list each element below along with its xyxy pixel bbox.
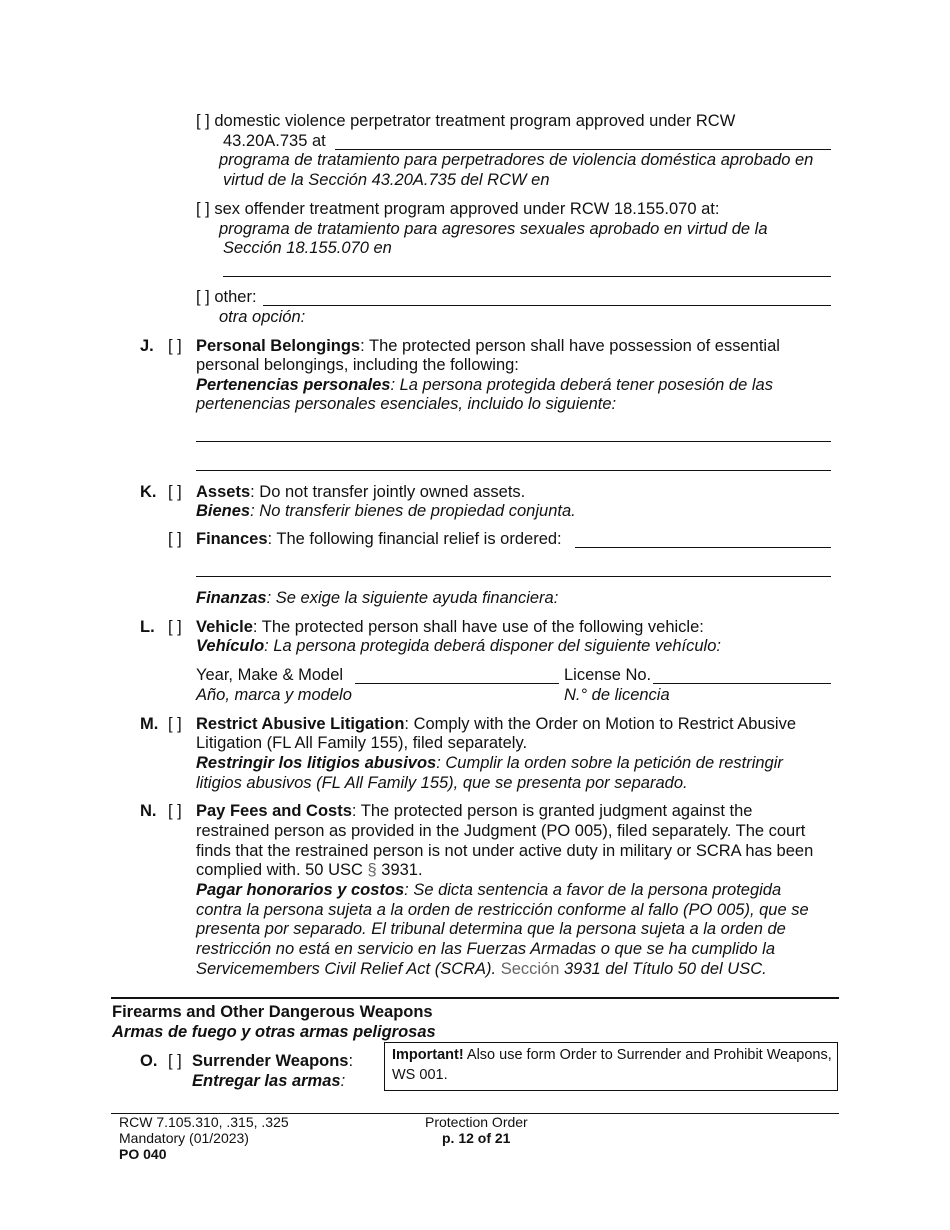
other-option-checkbox[interactable]: [ ] [196,288,210,306]
footer-rcw: RCW 7.105.310, .315, .325 [119,1114,289,1130]
vehicle-year-field[interactable] [355,683,559,684]
dv-program-line2: 43.20A.735 at [223,132,326,150]
section-k-checkbox[interactable]: [ ] [168,483,182,501]
section-l-line1: Vehicle: The protected person shall have use of the following vehicle: [196,618,704,636]
section-m-line2: Litigation (FL All Family 155), filed separately. [196,734,528,752]
section-o-title: Surrender Weapons [192,1052,349,1070]
section-o-letter: O. [140,1052,158,1070]
section-symbol: § [367,861,377,879]
finances-field-2[interactable] [196,576,831,577]
section-n-checkbox[interactable]: [ ] [168,802,182,820]
section-m-title: Restrict Abusive Litigation [196,715,405,733]
finances-checkbox[interactable]: [ ] [168,530,182,548]
dv-program-location-field[interactable] [335,149,831,150]
vehicle-license-label: License No. [564,666,652,684]
sex-offender-program-es-line2: Sección 18.155.070 en [223,239,392,257]
sex-offender-program-line1: [ ] sex offender treatment program approved under RCW 18.155.070 at: [196,200,720,218]
section-o-es-line: Entregar las armas: [192,1072,346,1090]
section-j-es-line1: Pertenencias personales: La persona protegida deberá tener posesión de las [196,376,773,394]
section-n-es-title: Pagar honorarios y costos [196,881,405,899]
section-n-line4: complied with. 50 USC § 3931. [196,861,423,879]
section-k-title: Assets [196,483,251,501]
section-l-letter: L. [140,618,155,636]
section-n-es-line4: restricción no está en servicio en las Fuerzas Armadas o que se ha cumplido la [196,940,776,958]
sex-offender-program-es-line1: programa de tratamiento para agresores sexuales aprobado en virtud de la [219,220,768,238]
section-m-es-line1: Restringir los litigios abusivos: Cumplir la orden sobre la petición de restringir [196,754,783,772]
sex-offender-program-location-field[interactable] [223,276,831,277]
section-j-es-line2: pertenencias personales esenciales, incluido lo siguiente: [196,395,617,413]
firearms-divider [111,997,839,999]
section-j-title: Personal Belongings [196,337,361,355]
other-option-field[interactable] [263,305,831,306]
firearms-heading: Firearms and Other Dangerous Weapons [112,1003,433,1021]
other-option-line: [ ] other: [196,288,257,306]
dv-program-es-line2: virtud de la Sección 43.20A.735 del RCW en [223,171,550,189]
dv-program-es-line1: programa de tratamiento para perpetradores de violencia doméstica aprobado en [219,151,814,169]
section-j-belongings-field-1[interactable] [196,441,831,442]
seccion-word: Sección [500,960,560,978]
section-n-es-line5: Servicemembers Civil Relief Act (SCRA). Sección 3931 del Título 50 del USC. [196,960,767,978]
important-label: Important! [392,1047,464,1063]
footer-page-number: p. 12 of 21 [442,1130,511,1146]
section-j-belongings-field-2[interactable] [196,470,831,471]
section-o-es-title: Entregar las armas [192,1072,341,1090]
section-k-line1: Assets: Do not transfer jointly owned assets. [196,483,526,501]
finances-line1: Finances: The following financial relief is ordered: [196,530,562,548]
important-note-line2: WS 001. [392,1067,448,1083]
vehicle-license-field[interactable] [653,683,831,684]
section-j-es-title: Pertenencias personales [196,376,391,394]
section-m-line1: Restrict Abusive Litigation: Comply with the Order on Motion to Restrict Abusive [196,715,796,733]
section-o-line1: Surrender Weapons: [192,1052,354,1070]
important-note-line1: Important! Also use form Order to Surrender and Prohibit Weapons, [392,1047,832,1063]
section-m-es-line2: litigios abusivos (FL All Family 155), que se presenta por separado. [196,774,688,792]
vehicle-year-label: Year, Make & Model [196,666,344,684]
section-j-checkbox[interactable]: [ ] [168,337,182,355]
section-l-es-line1: Vehículo: La persona protegida deberá disponer del siguiente vehículo: [196,637,721,655]
section-n-es-line2: contra la persona sujeta a la orden de restricción conforme al fallo (PO 005), que se [196,901,809,919]
section-n-es-line1: Pagar honorarios y costos: Se dicta sentencia a favor de la persona protegida [196,881,782,899]
section-n-title: Pay Fees and Costs [196,802,352,820]
section-k-letter: K. [140,483,157,501]
other-option-es: otra opción: [219,308,306,326]
footer-form-number: PO 040 [119,1146,167,1162]
finances-es-line: Finanzas: Se exige la siguiente ayuda financiera: [196,589,559,607]
section-l-es-title: Vehículo [196,637,265,655]
section-m-letter: M. [140,715,159,733]
finances-field-1[interactable] [575,547,831,548]
sex-offender-program-checkbox[interactable]: [ ] [196,200,210,218]
section-j-line2: personal belongings, including the following: [196,356,519,374]
section-o-checkbox[interactable]: [ ] [168,1052,182,1070]
section-n-es-line3: presenta por separado. El tribunal determina que la persona sujeta a la orden de [196,920,786,938]
section-n-line2: restrained person as provided in the Judgment (PO 005), filed separately. The court [196,822,806,840]
footer-form-title: Protection Order [425,1114,528,1130]
section-m-checkbox[interactable]: [ ] [168,715,182,733]
section-l-title: Vehicle [196,618,253,636]
section-j-line1: Personal Belongings: The protected person shall have possession of essential [196,337,780,355]
important-note-box [384,1042,838,1091]
firearms-heading-es: Armas de fuego y otras armas peligrosas [112,1023,436,1041]
dv-program-checkbox[interactable]: [ ] [196,112,210,130]
footer-mandatory: Mandatory (01/2023) [119,1130,249,1146]
section-k-es-title: Bienes [196,502,251,520]
finances-es-title: Finanzas [196,589,267,607]
section-n-line3: finds that the restrained person is not under active duty in military or SCRA has been [196,842,814,860]
dv-program-line1: [ ] domestic violence perpetrator treatment program approved under RCW [196,112,736,130]
section-k-es-line1: Bienes: No transferir bienes de propiedad conjunta. [196,502,576,520]
vehicle-license-es-label: N.° de licencia [564,686,670,704]
section-n-letter: N. [140,802,157,820]
finances-title: Finances [196,530,268,548]
section-l-checkbox[interactable]: [ ] [168,618,182,636]
vehicle-year-es-label: Año, marca y modelo [196,686,352,704]
section-j-letter: J. [140,337,154,355]
section-m-es-title: Restringir los litigios abusivos [196,754,437,772]
section-n-line1: Pay Fees and Costs: The protected person is granted judgment against the [196,802,753,820]
